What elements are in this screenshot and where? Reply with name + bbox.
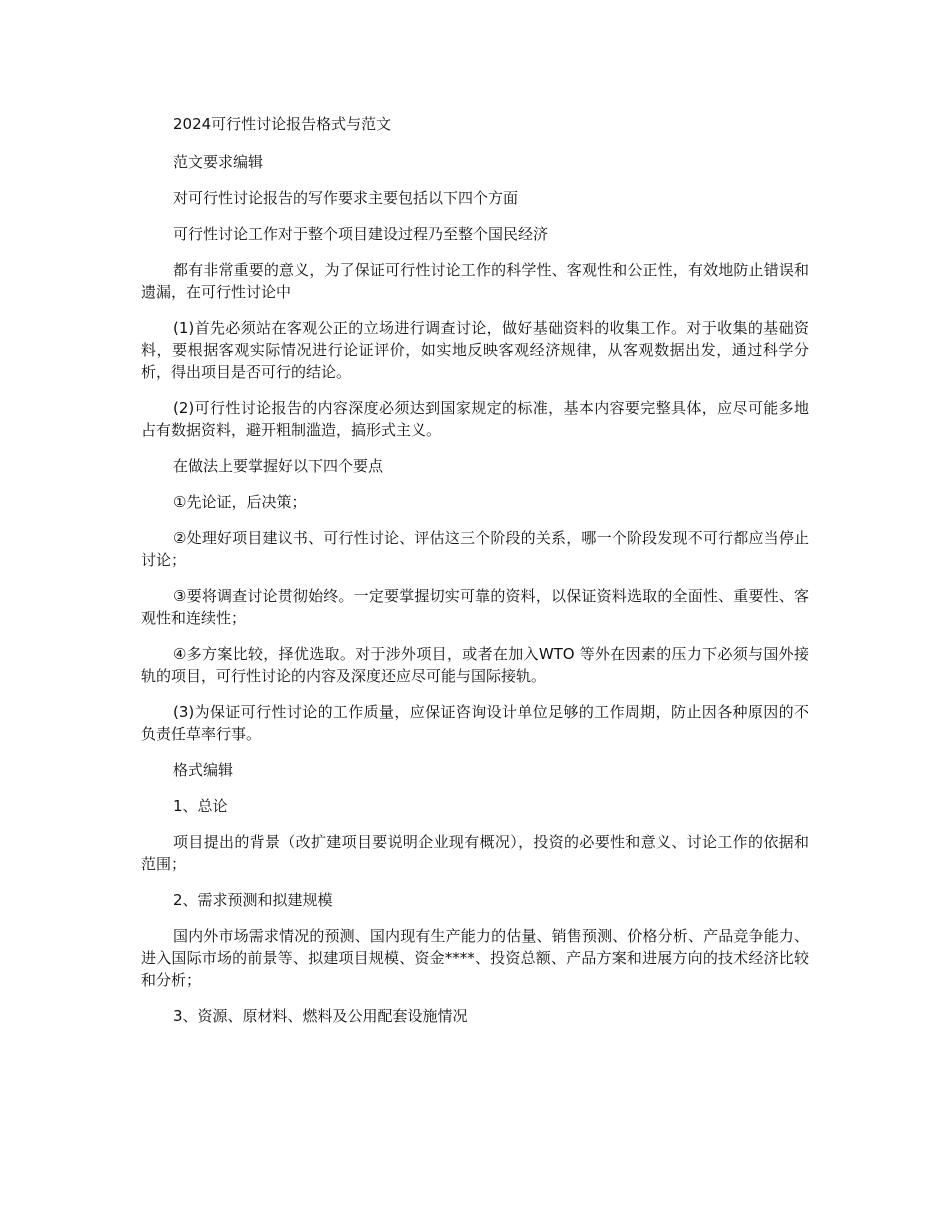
paragraph: 项目提出的背景（改扩建项目要说明企业现有概况），投资的必要性和意义、讨论工作的依据和范围； xyxy=(141,833,809,873)
paragraph: (3)为保证可行性讨论的工作质量，应保证咨询设计单位足够的工作周期，防止因各种原因的不负责任草率行事。 xyxy=(141,703,809,743)
paragraph: 都有非常重要的意义，为了保证可行性讨论工作的科学性、客观性和公正性，有效地防止错误和遗漏，在可行性讨论中 xyxy=(141,261,809,301)
list-item: ②处理好项目建议书、可行性讨论、评估这三个阶段的关系，哪一个阶段发现不可行都应当停止讨论； xyxy=(141,529,809,569)
subsection-heading: 1、总论 xyxy=(173,797,228,815)
paragraph: (1)首先必须站在客观公正的立场进行调查讨论，做好基础资料的收集工作。对于收集的基础资料，要根据客观实际情况进行论证评价，如实地反映客观经济规律，从客观数据出发，通过科学分析，得出项目是否可行的结论。 xyxy=(141,319,809,381)
subsection-heading: 2、需求预测和拟建规模 xyxy=(173,891,333,909)
list-item: ④多方案比较，择优选取。对于涉外项目，或者在加入WTO 等外在因素的压力下必须与国外接轨的项目，可行性讨论的内容及深度还应尽可能与国际接轨。 xyxy=(141,645,809,685)
section-heading: 格式编辑 xyxy=(173,761,234,779)
paragraph: (2)可行性讨论报告的内容深度必须达到国家规定的标准，基本内容要完整具体，应尽可能多地占有数据资料，避开粗制滥造，搞形式主义。 xyxy=(141,399,809,439)
section-heading: 范文要求编辑 xyxy=(173,153,264,171)
document-title: 2024可行性讨论报告格式与范文 xyxy=(173,115,392,133)
list-item: ①先论证，后决策； xyxy=(173,493,307,511)
document-body xyxy=(141,113,809,1041)
paragraph: 在做法上要掌握好以下四个要点 xyxy=(173,457,384,475)
subsection-heading: 3、资源、原材料、燃料及公用配套设施情况 xyxy=(173,1007,468,1025)
list-item: ③要将调查讨论贯彻始终。一定要掌握切实可靠的资料，以保证资料选取的全面性、重要性、客观性和连续性； xyxy=(141,587,809,627)
paragraph: 可行性讨论工作对于整个项目建设过程乃至整个国民经济 xyxy=(173,225,549,243)
paragraph: 国内外市场需求情况的预测、国内现有生产能力的估量、销售预测、价格分析、产品竞争能力、进入国际市场的前景等、拟建项目规模、资金****、投资总额、产品方案和进展方向的技术经济比较和分析； xyxy=(141,927,809,989)
paragraph: 对可行性讨论报告的写作要求主要包括以下四个方面 xyxy=(173,189,519,207)
